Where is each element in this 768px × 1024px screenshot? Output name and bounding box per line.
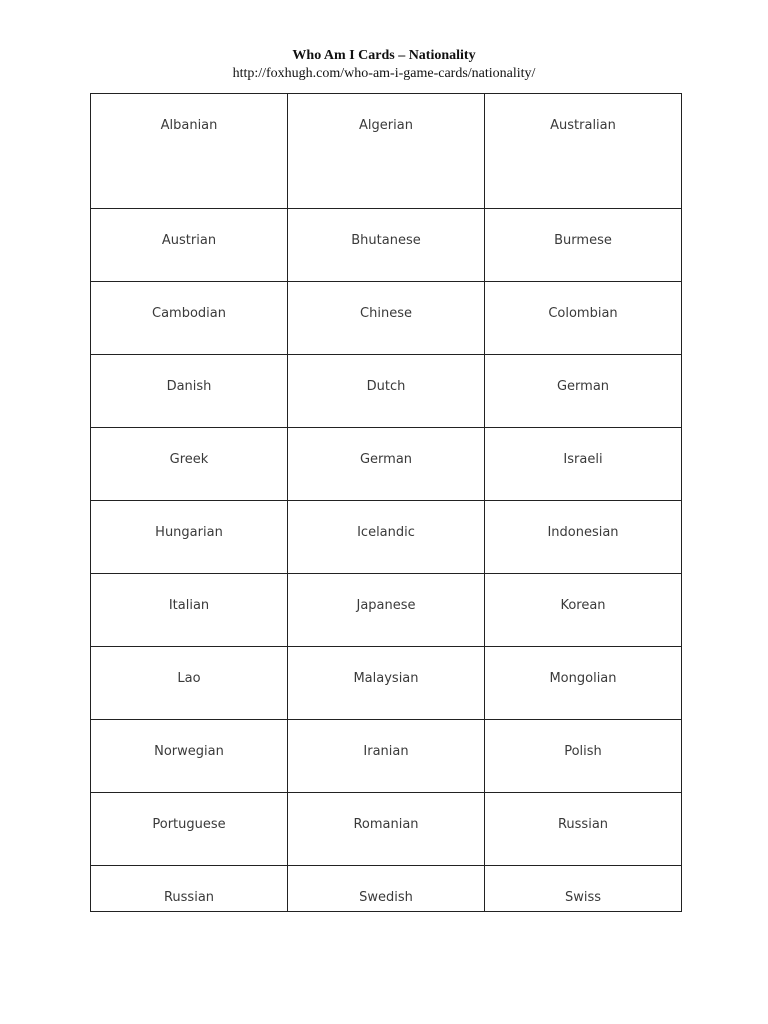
card-cell	[288, 720, 485, 793]
card-label: Romanian	[353, 817, 419, 832]
card-cell	[91, 866, 288, 912]
card-label: Hungarian	[155, 525, 223, 540]
card-label: Israeli	[563, 452, 603, 467]
card-cell	[485, 720, 682, 793]
card-cell	[485, 501, 682, 574]
card-cell	[91, 209, 288, 282]
card-row	[91, 720, 682, 793]
card-cell	[485, 793, 682, 866]
card-row	[91, 866, 682, 912]
card-cell	[91, 282, 288, 355]
card-label: German	[359, 452, 413, 467]
card-row	[91, 355, 682, 428]
card-label: Lao	[177, 671, 201, 686]
card-row	[91, 793, 682, 866]
card-cell	[485, 282, 682, 355]
card-cell	[91, 720, 288, 793]
card-label: Norwegian	[154, 744, 224, 759]
card-cell	[91, 647, 288, 720]
card-cell	[485, 647, 682, 720]
card-cell	[288, 94, 485, 209]
card-label: Korean	[560, 598, 606, 613]
card-label: Russian	[163, 890, 215, 905]
card-label: Austrian	[161, 233, 217, 248]
card-label: Swedish	[359, 890, 413, 905]
card-label: Swiss	[564, 890, 602, 905]
card-label: Bhutanese	[351, 233, 421, 248]
card-cell	[485, 94, 682, 209]
card-label: Malaysian	[353, 671, 419, 686]
card-cell	[91, 793, 288, 866]
card-label: Colombian	[548, 306, 618, 321]
card-row	[91, 94, 682, 209]
card-cell	[288, 793, 485, 866]
card-label: German	[556, 379, 610, 394]
card-cell	[91, 428, 288, 501]
card-cell	[91, 574, 288, 647]
card-cell	[288, 355, 485, 428]
card-label: Algerian	[359, 118, 413, 133]
card-label: Australian	[550, 118, 616, 133]
card-row	[91, 209, 682, 282]
card-label: Chinese	[360, 306, 412, 321]
card-label: Japanese	[356, 598, 416, 613]
card-row	[91, 647, 682, 720]
card-label: Greek	[169, 452, 209, 467]
card-cell	[288, 501, 485, 574]
card-cell	[288, 866, 485, 912]
card-cell	[485, 209, 682, 282]
card-cell	[288, 209, 485, 282]
card-cell	[288, 574, 485, 647]
document-url: http://foxhugh.com/who-am-i-game-cards/nationality/	[232, 66, 536, 81]
card-cell	[485, 428, 682, 501]
card-label: Dutch	[366, 379, 406, 394]
card-row	[91, 428, 682, 501]
card-cell	[485, 574, 682, 647]
card-cell	[288, 428, 485, 501]
card-row	[91, 501, 682, 574]
card-label: Italian	[168, 598, 210, 613]
card-cell	[91, 501, 288, 574]
card-row	[91, 574, 682, 647]
document-title: Who Am I Cards – Nationality	[292, 48, 476, 63]
card-cell	[288, 282, 485, 355]
card-label: Albanian	[160, 118, 218, 133]
nationality-card-grid	[90, 93, 682, 912]
card-label: Mongolian	[549, 671, 617, 686]
card-label: Russian	[557, 817, 609, 832]
card-cell	[91, 94, 288, 209]
card-label: Polish	[564, 744, 602, 759]
card-cell	[485, 355, 682, 428]
card-label: Cambodian	[152, 306, 226, 321]
card-cell	[485, 866, 682, 912]
card-label: Portuguese	[152, 817, 226, 832]
card-label: Indonesian	[547, 525, 619, 540]
card-cell	[288, 647, 485, 720]
card-label: Burmese	[554, 233, 612, 248]
card-cell	[91, 355, 288, 428]
card-label: Danish	[166, 379, 212, 394]
page-header	[0, 47, 768, 83]
card-label: Iranian	[363, 744, 409, 759]
card-row	[91, 282, 682, 355]
card-label: Icelandic	[357, 525, 415, 540]
